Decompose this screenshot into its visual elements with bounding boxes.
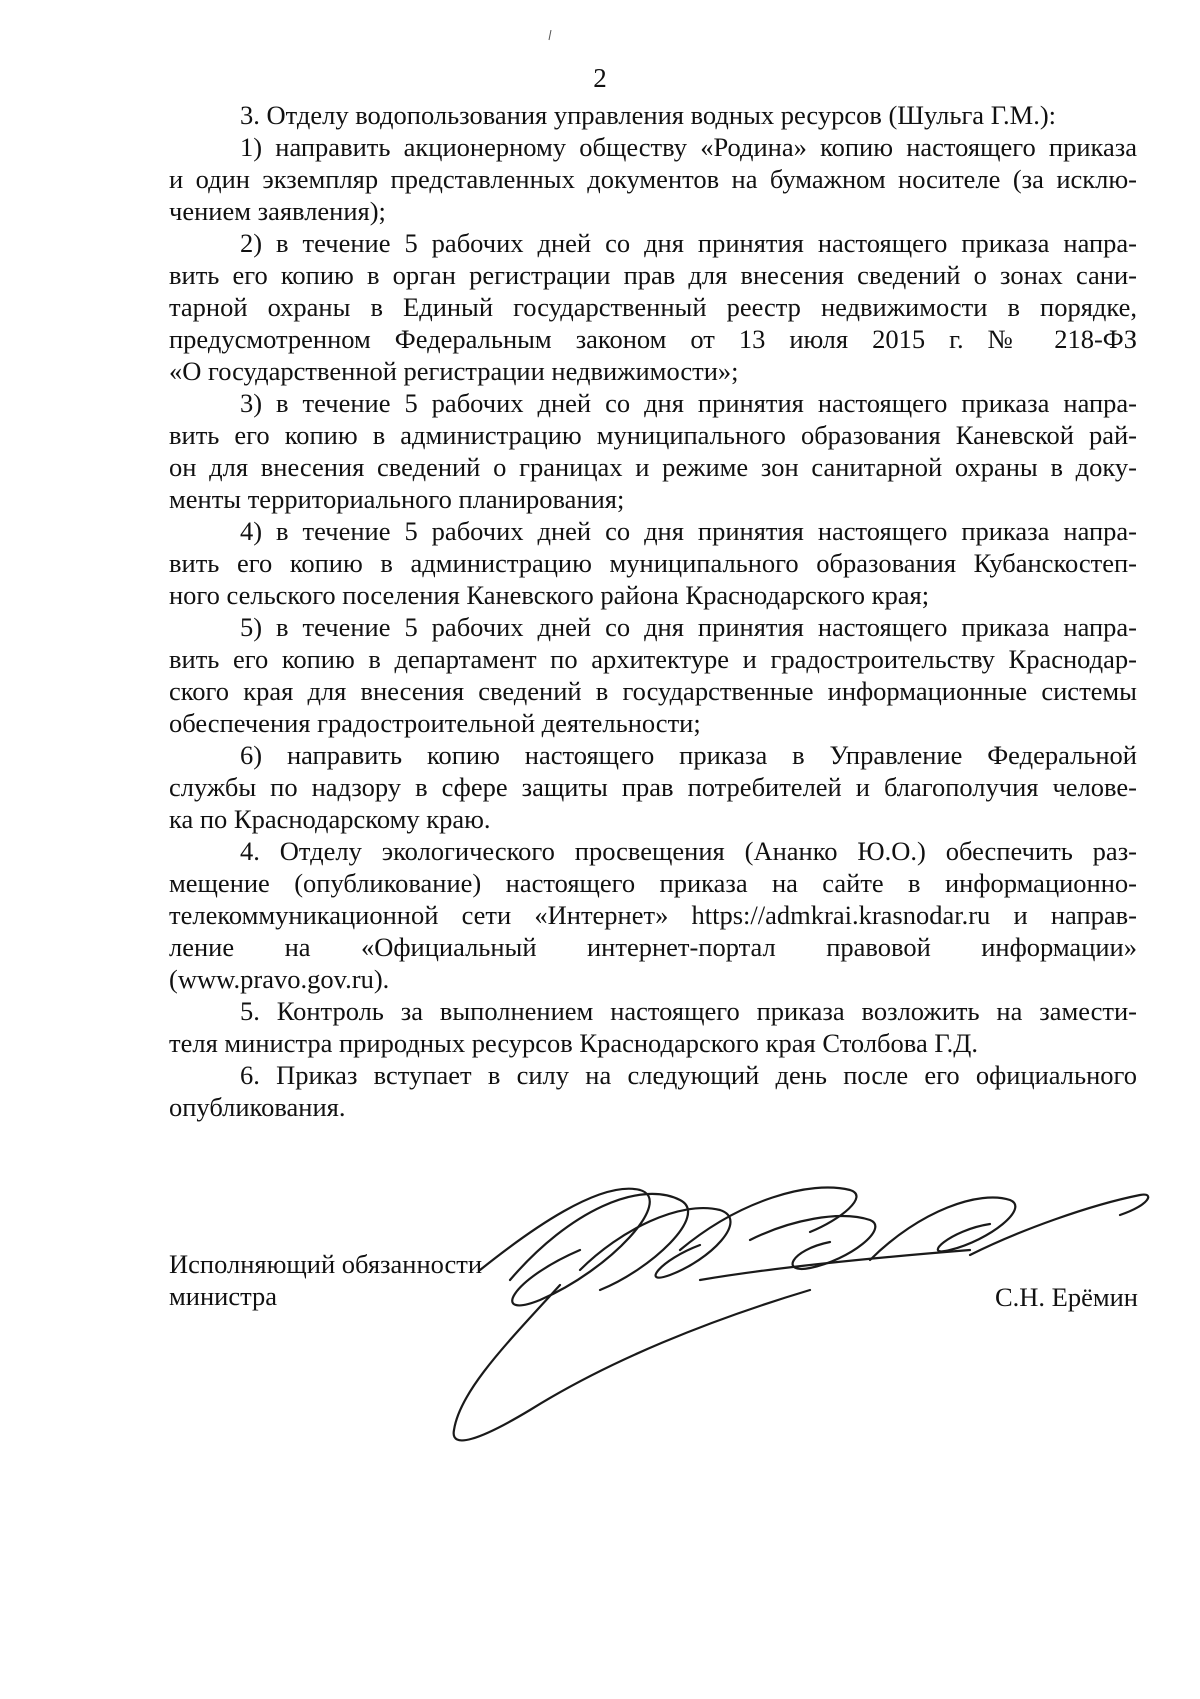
paragraph-line: вить его копию в администрацию муниципального образования Каневской рай- bbox=[169, 420, 1137, 450]
paragraph-line: «О государственной регистрации недвижимости»; bbox=[169, 356, 739, 386]
paragraph-line: 3) в течение 5 рабочих дней со дня принятия настоящего приказа напра- bbox=[240, 388, 1137, 418]
paragraph-line: вить его копию в департамент по архитектуре и градостроительству Краснодар- bbox=[169, 644, 1137, 674]
paragraph-line: службы по надзору в сфере защиты прав потребителей и благополучия челове- bbox=[169, 772, 1137, 802]
paragraph-line: 5. Контроль за выполнением настоящего приказа возложить на замести- bbox=[240, 996, 1137, 1026]
signatory-title bbox=[169, 1248, 482, 1312]
paragraph-line: ление на «Официальный интернет-портал правовой информации» bbox=[169, 932, 1137, 962]
paragraph-line: 2) в течение 5 рабочих дней со дня принятия настоящего приказа напра- bbox=[240, 228, 1137, 258]
paragraph-line: вить его копию в администрацию муниципального образования Кубанскостеп- bbox=[169, 548, 1137, 578]
paragraph-line: ка по Краснодарскому краю. bbox=[169, 804, 491, 834]
paragraph-line: тарной охраны в Единый государственный реестр недвижимости в порядке, bbox=[169, 292, 1137, 322]
page-number: 2 bbox=[593, 63, 607, 93]
signatory-title-line: Исполняющий обязанности bbox=[169, 1249, 483, 1279]
paragraph-line: чением заявления); bbox=[169, 196, 386, 226]
paragraph-line: 4. Отделу экологического просвещения (Ананко Ю.О.) обеспечить раз- bbox=[240, 836, 1137, 866]
paragraph-line: 4) в течение 5 рабочих дней со дня принятия настоящего приказа напра- bbox=[240, 516, 1137, 546]
scan-artifact-mark bbox=[547, 30, 553, 42]
paragraph-line: менты территориального планирования; bbox=[169, 484, 625, 514]
paragraph-line: опубликования. bbox=[169, 1092, 346, 1122]
paragraph-line: вить его копию в орган регистрации прав для внесения сведений о зонах сани- bbox=[169, 260, 1137, 290]
paragraph-line: обеспечения градостроительной деятельности; bbox=[169, 708, 701, 738]
signatory-title-line: министра bbox=[169, 1281, 277, 1311]
paragraph-line: ного сельского поселения Каневского района Краснодарского края; bbox=[169, 580, 930, 610]
paragraph-line: он для внесения сведений о границах и режиме зон санитарной охраны в доку- bbox=[169, 452, 1137, 482]
paragraph-line: ского края для внесения сведений в государственные информационные системы bbox=[169, 676, 1137, 706]
paragraph-line: предусмотренном Федеральным законом от 13 июля 2015 г. № 218-ФЗ bbox=[169, 324, 1137, 354]
paragraph-line: 3. Отделу водопользования управления водных ресурсов (Шульга Г.М.): bbox=[240, 100, 1057, 130]
paragraph-line: 6. Приказ вступает в силу на следующий день после его официального bbox=[240, 1060, 1137, 1090]
paragraph-line: (www.pravo.gov.ru). bbox=[169, 964, 390, 994]
paragraph-line: 1) направить акционерному обществу «Родина» копию настоящего приказа bbox=[240, 132, 1137, 162]
handwritten-signature bbox=[450, 1150, 1170, 1450]
paragraph-line: теля министра природных ресурсов Краснодарского края Столбова Г.Д. bbox=[169, 1028, 978, 1058]
paragraph-line: и один экземпляр представленных документов на бумажном носителе (за исклю- bbox=[169, 164, 1137, 194]
paragraph-line: телекоммуникационной сети «Интернет» https://admkrai.krasnodar.ru и направ- bbox=[169, 900, 1137, 930]
signatory-name: С.Н. Ерёмин bbox=[994, 1282, 1138, 1312]
paragraph-line: 6) направить копию настоящего приказа в Управление Федеральной bbox=[240, 740, 1137, 770]
paragraph-line: мещение (опубликование) настоящего приказа на сайте в информационно- bbox=[169, 868, 1137, 898]
paragraph-line: 5) в течение 5 рабочих дней со дня принятия настоящего приказа напра- bbox=[240, 612, 1137, 642]
